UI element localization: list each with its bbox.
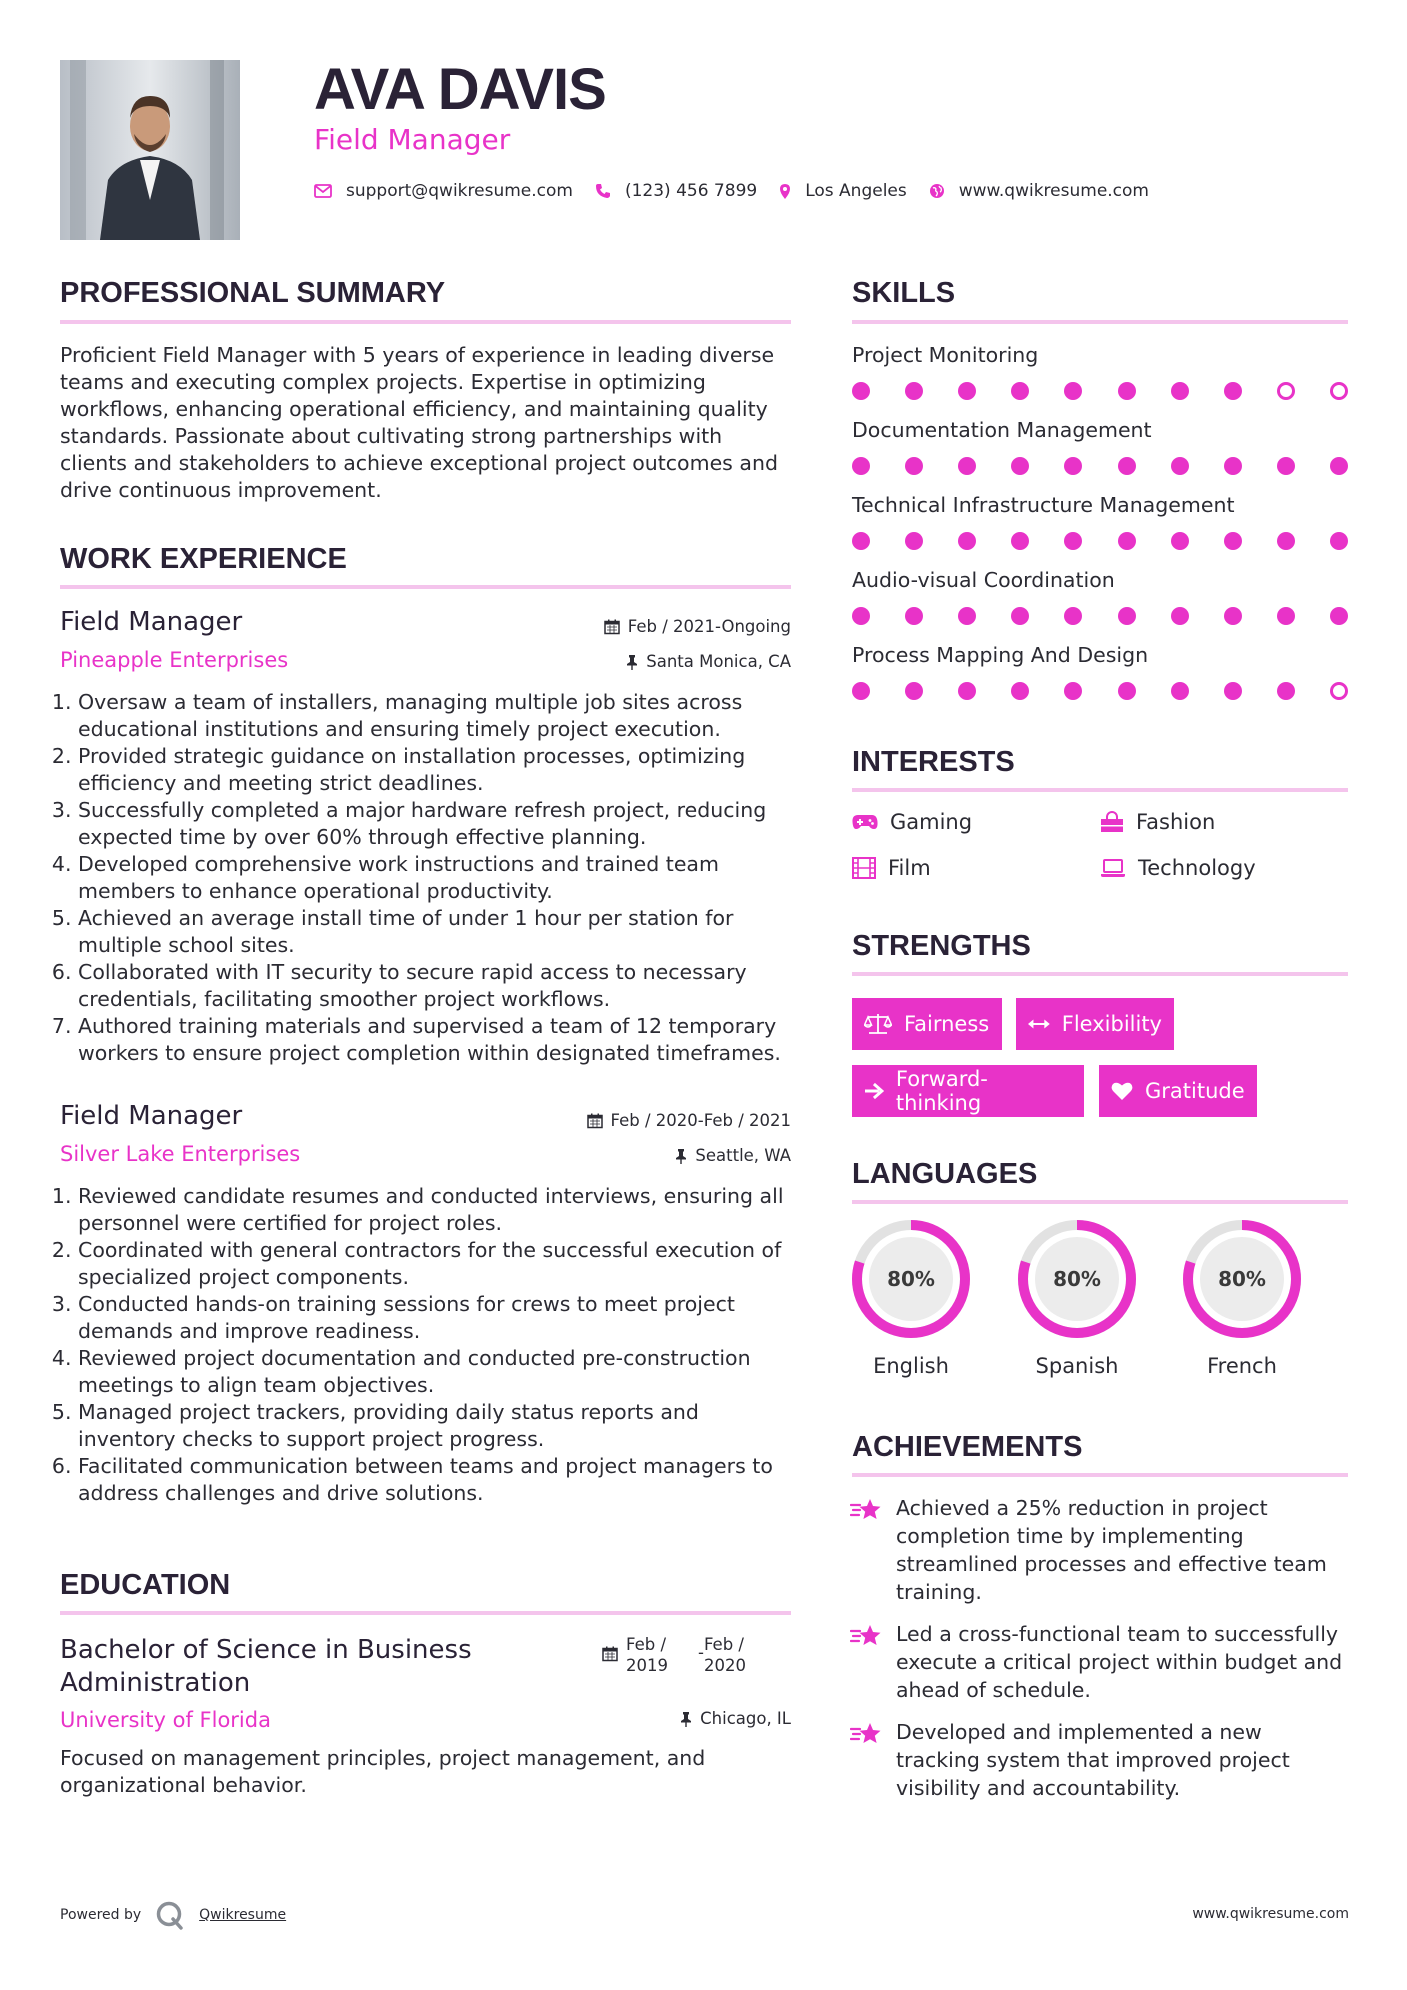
summary-line: drive continuous improvement. [60,478,382,502]
globe-icon [929,183,945,199]
rating-dot-filled [1118,682,1136,700]
rating-dot-filled [1171,607,1189,625]
rating-dot-filled [852,682,870,700]
rating-dot-filled [1224,457,1242,475]
rating-dot-filled [1064,457,1082,475]
list-item: 1. Oversaw a team of installers, managing multiple job sites across educational institutions and ensuring timely project execution. [78,689,800,743]
list-item: 1. Reviewed candidate resumes and conducted interviews, ensuring all personnel were certified for project roles. [78,1183,805,1237]
rating-dot-filled [1011,457,1029,475]
rating-dot-filled [905,682,923,700]
location-text: Los Angeles [805,181,907,201]
strength-label: Flexibility [1061,1012,1162,1036]
rating-dot-empty [1277,382,1295,400]
summary-line: standards. Passionate about cultivating strong partnerships with [60,424,723,448]
rating-dot-filled [1330,532,1348,550]
email-text: support@qwikresume.com [346,181,573,201]
education-description [60,1745,800,1799]
brand-link[interactable]: Qwikresume [199,1907,287,1923]
rating-dot-filled [1277,532,1295,550]
rating-dot-filled [958,682,976,700]
rating-dot-filled [1277,457,1295,475]
achievement-item [850,1620,1350,1704]
list-item: 2. Coordinated with general contractors for the successful execution of specialized project components. [78,1237,805,1291]
shopping-bag-icon [1100,811,1124,833]
balance-scale-icon [864,1012,892,1036]
skill-rating [852,456,1348,476]
list-item: 3. Conducted hands-on training sessions for crews to meet project demands and improve readiness. [78,1291,805,1345]
summary-divider [60,320,791,324]
list-item: 4. Developed comprehensive work instructions and trained team members to enhance operational productivity. [78,851,800,905]
rating-dot-filled [1011,607,1029,625]
rating-dot-filled [1118,457,1136,475]
contact-website[interactable] [929,181,1149,201]
rating-dot-empty [1330,682,1348,700]
achievement-item [850,1494,1350,1606]
rating-dot-filled [852,607,870,625]
qwikresume-logo-icon [155,1900,185,1930]
contact-location [779,181,907,201]
job-dates-text: Feb / 2021-Ongoing [627,617,791,636]
interest-film [852,854,931,882]
phone-text: (123) 456 7899 [624,181,758,201]
job-location [626,651,791,673]
job-location-text: Santa Monica, CA [646,652,791,671]
strengths-divider [852,972,1348,976]
job-bullets [60,689,800,1067]
language-percent: 80% [1218,1267,1266,1291]
achievements-heading: ACHIEVEMENTS [852,1431,1083,1463]
language-ring [1181,1218,1303,1340]
interests-divider [852,788,1348,792]
job-location [675,1145,791,1167]
rating-dot-filled [1011,682,1029,700]
rating-dot-filled [852,532,870,550]
footer-url[interactable]: www.qwikresume.com [1192,1906,1349,1922]
interest-label: Technology [1138,856,1256,880]
skill-label: Documentation Management [852,418,1152,442]
list-item: 6. Collaborated with IT security to secure rapid access to necessary credentials, facilitating smoother project workflows. [78,959,800,1013]
rating-dot-filled [1224,382,1242,400]
rating-dot-filled [1064,532,1082,550]
language-item [850,1218,972,1378]
heart-icon [1111,1081,1133,1101]
list-item: 5. Achieved an average install time of under 1 hour per station for multiple school sites. [78,905,800,959]
degree-title [60,1634,472,1700]
education-location [680,1708,791,1730]
strength-label: Fairness [904,1012,990,1036]
school-name: University of Florida [60,1708,271,1732]
rating-dot-filled [852,457,870,475]
interest-label: Film [888,856,931,880]
job-dates-text: Feb / 2020-Feb / 2021 [610,1111,791,1130]
rating-dot-filled [1330,457,1348,475]
strength-flexibility [1016,998,1174,1050]
rating-dot-filled [1118,382,1136,400]
rating-dot-filled [1330,607,1348,625]
list-item: 2. Provided strategic guidance on installation processes, optimizing efficiency and meeting strict deadlines. [78,743,800,797]
skill-label: Process Mapping And Design [852,643,1149,667]
job-title: Field Manager [60,1101,243,1131]
education-start-date: Feb / 2019 [626,1635,668,1675]
calendar-icon [604,619,620,635]
language-percent: 80% [887,1267,935,1291]
profile-photo [60,60,240,240]
gamepad-icon [852,814,878,830]
rating-dot-filled [1171,682,1189,700]
rating-dot-empty [1330,382,1348,400]
summary-line: Proficient Field Manager with 5 years of experience in leading diverse [60,343,775,367]
summary-heading: PROFESSIONAL SUMMARY [60,277,446,309]
rating-dot-filled [1277,682,1295,700]
contact-email[interactable] [314,181,573,201]
education-desc-line: organizational behavior. [60,1773,307,1797]
education-location-text: Chicago, IL [700,1709,791,1728]
shooting-star-icon [850,1622,884,1650]
skill-label: Audio-visual Coordination [852,568,1115,592]
experience-heading: WORK EXPERIENCE [60,543,347,575]
achievement-text: Achieved a 25% reduction in project completion time by implementing streamlined processes and effective team training. [896,1496,1327,1604]
interest-label: Fashion [1136,810,1216,834]
achievements-divider [852,1473,1348,1477]
interest-gaming [852,808,972,836]
languages-heading: LANGUAGES [852,1158,1038,1190]
date-dash: - [698,1643,704,1662]
candidate-name: AVA DAVIS [314,57,606,122]
pushpin-icon [626,654,638,670]
strength-forward-thinking [852,1065,1084,1117]
job-bullets [60,1183,805,1507]
education-divider [60,1611,791,1615]
list-item: 6. Facilitated communication between teams and project managers to address challenges and drive solutions. [78,1453,805,1507]
rating-dot-filled [1064,607,1082,625]
website-text: www.qwikresume.com [958,181,1149,201]
language-item [1016,1218,1138,1378]
list-item: 4. Reviewed project documentation and conducted pre-construction meetings to align team objectives. [78,1345,805,1399]
degree-line: Administration [60,1668,251,1698]
phone-icon [595,183,611,199]
powered-by-text: Powered by [60,1907,142,1923]
language-name: Spanish [1035,1354,1119,1378]
interest-label: Gaming [890,810,973,834]
strength-label: Gratitude [1145,1079,1245,1103]
rating-dot-filled [852,382,870,400]
education-desc-line: Focused on management principles, project management, and [60,1746,706,1770]
summary-text [60,342,800,504]
rating-dot-filled [1224,682,1242,700]
candidate-role: Field Manager [314,123,511,156]
shooting-star-icon [850,1720,884,1748]
education-dates [602,1634,746,1676]
list-item: 7. Authored training materials and supervised a team of 12 temporary workers to ensure project completion within designated timeframes. [78,1013,800,1067]
achievement-item [850,1718,1350,1802]
language-item [1181,1218,1303,1378]
rating-dot-filled [1011,382,1029,400]
rating-dot-filled [1118,532,1136,550]
arrows-horizontal-icon [1028,1017,1050,1031]
language-name: English [873,1354,949,1378]
rating-dot-filled [1011,532,1029,550]
degree-line: Bachelor of Science in Business [60,1635,472,1665]
interest-technology [1100,854,1256,882]
interests-heading: INTERESTS [852,746,1015,778]
languages-divider [852,1200,1348,1204]
list-item: 5. Managed project trackers, providing daily status reports and inventory checks to support project progress. [78,1399,805,1453]
job-location-text: Seattle, WA [695,1146,791,1165]
map-pin-icon [779,183,791,200]
skill-rating [852,381,1348,401]
rating-dot-filled [1171,382,1189,400]
rating-dot-filled [905,607,923,625]
strength-label: Forward-thinking [895,1067,988,1115]
summary-line: workflows, enhancing operational efficiency, and maintaining quality [60,397,768,421]
laptop-icon [1100,858,1126,878]
calendar-icon [587,1113,603,1129]
education-end-date: Feb / 2020 [703,1635,746,1675]
rating-dot-filled [905,382,923,400]
rating-dot-filled [958,532,976,550]
skill-rating [852,531,1348,551]
strength-fairness [852,998,1002,1050]
experience-divider [60,585,791,589]
footer-powered-by [60,1900,286,1930]
achievement-text: Led a cross-functional team to successfully execute a critical project within budget and ahead of schedule. [896,1622,1343,1702]
summary-line: teams and executing complex projects. Expertise in optimizing [60,370,706,394]
education-heading: EDUCATION [60,1569,231,1601]
rating-dot-filled [1064,682,1082,700]
rating-dot-filled [1224,532,1242,550]
rating-dot-filled [1277,607,1295,625]
list-item: 3. Successfully completed a major hardware refresh project, reducing expected time by over 60% through effective planning. [78,797,800,851]
strengths-heading: STRENGTHS [852,930,1031,962]
rating-dot-filled [958,457,976,475]
shooting-star-icon [850,1496,884,1524]
language-percent: 80% [1053,1267,1101,1291]
job-dates [587,1110,791,1132]
arrow-right-icon [864,1082,884,1100]
rating-dot-filled [958,382,976,400]
job-company: Pineapple Enterprises [60,648,289,672]
skill-rating [852,681,1348,701]
rating-dot-filled [1064,382,1082,400]
pushpin-icon [675,1148,687,1164]
rating-dot-filled [1171,532,1189,550]
rating-dot-filled [905,457,923,475]
calendar-icon [602,1646,618,1662]
film-icon [852,857,876,879]
rating-dot-filled [1171,457,1189,475]
contact-bar [314,176,1171,206]
language-ring [850,1218,972,1340]
envelope-icon [314,184,332,198]
job-company: Silver Lake Enterprises [60,1142,301,1166]
rating-dot-filled [958,607,976,625]
job-title: Field Manager [60,607,243,637]
contact-phone[interactable] [595,181,757,201]
rating-dot-filled [905,532,923,550]
skill-rating [852,606,1348,626]
pushpin-icon [680,1711,692,1727]
interest-fashion [1100,808,1215,836]
language-ring [1016,1218,1138,1340]
job-dates [604,616,791,638]
achievement-text: Developed and implemented a new tracking system that improved project visibility and accountability. [896,1720,1290,1800]
strength-gratitude [1099,1065,1257,1117]
rating-dot-filled [1118,607,1136,625]
skills-divider [852,320,1348,324]
summary-line: clients and stakeholders to achieve exceptional project outcomes and [60,451,778,475]
language-name: French [1207,1354,1277,1378]
skills-heading: SKILLS [852,277,956,309]
skill-label: Project Monitoring [852,343,1039,367]
rating-dot-filled [1224,607,1242,625]
skill-label: Technical Infrastructure Management [852,493,1235,517]
